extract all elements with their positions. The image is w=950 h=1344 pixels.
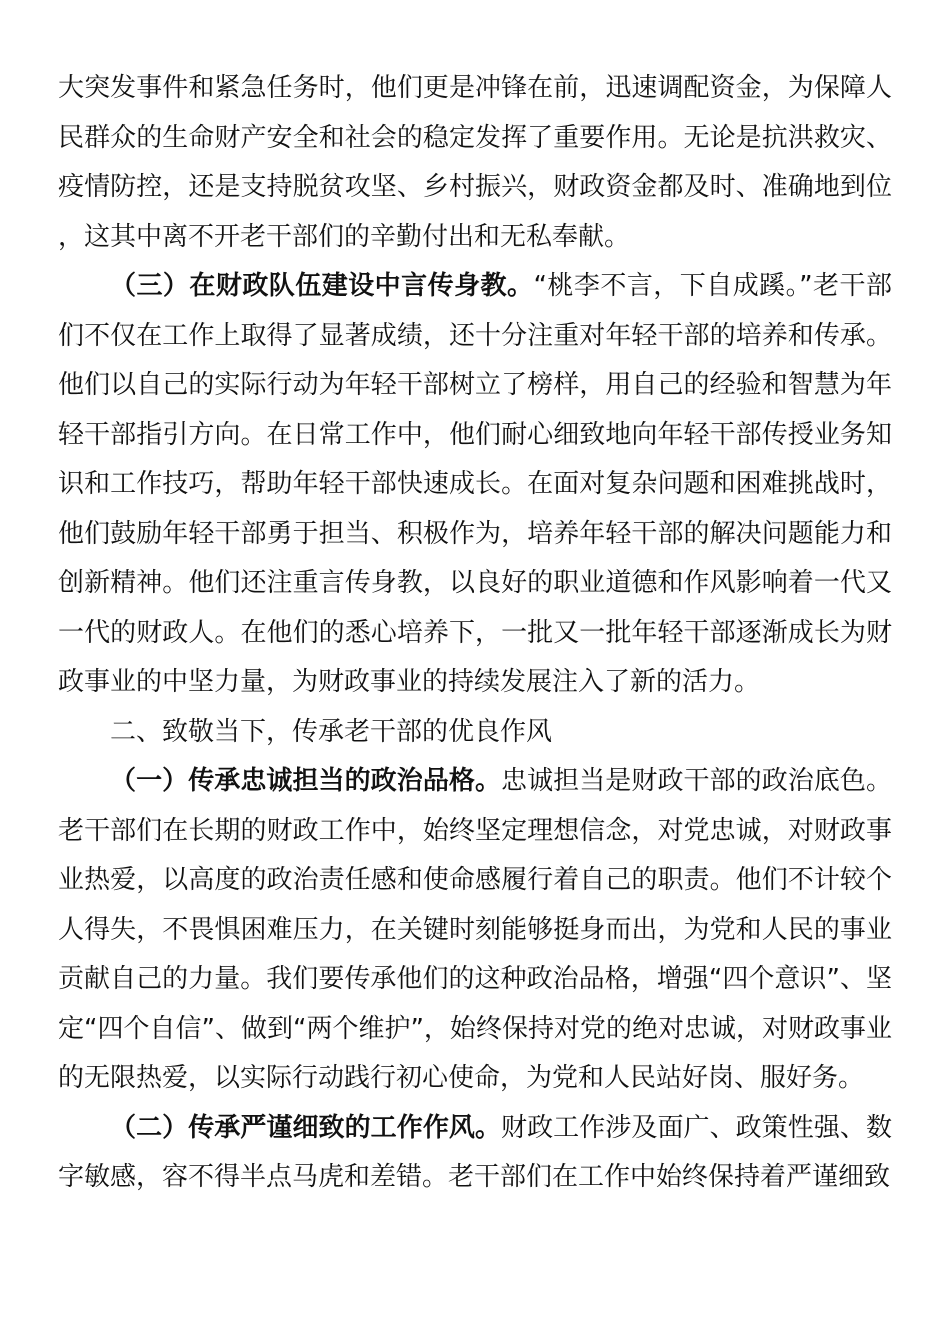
paragraph-text: 忠诚担当是财政干部的政治底色。老干部们在长期的财政工作中，始终坚定理想信念，对党忠诚，对财政事业热爱，以高度的政治责任感和使命感履行着自己的职责。他们不计较个人得失，不畏惧困难压力，在关键时刻能够挺身而出，为党和人民的事业贡献自己的力量。我们要传承他们的这种政治品格，增强“四个意识”、坚定“四个自信”、做到“两个维护”，始终保持对党的绝对忠诚，对财政事业的无限热爱，以实际行动践行初心使命，为党和人民站好岗、服好务。 bbox=[58, 766, 892, 1093]
section-heading-bold: （一）传承忠诚担当的政治品格。 bbox=[110, 766, 502, 796]
section-heading-bold: （二）传承严谨细致的工作作风。 bbox=[110, 1112, 502, 1143]
chapter-heading bbox=[58, 708, 892, 758]
paragraph-continued bbox=[58, 64, 892, 262]
paragraph-text: “桃李不言，下自成蹊。”老干部们不仅在工作上取得了显著成绩，还十分注重对年轻干部的培养和传承。他们以自己的实际行动为年轻干部树立了榜样，用自己的经验和智慧为年轻干部指引方向。在日常工作中，他们耐心细致地向年轻干部传授业务知识和工作技巧，帮助年轻干部快速成长。在面对复杂问题和困难挑战时，他们鼓励年轻干部勇于担当、积极作为，培养年轻干部的解决问题能力和创新精神。他们还注重言传身教，以良好的职业道德和作风影响着一代又一代的财政人。在他们的悉心培养下，一批又一批年轻干部逐渐成长为财政事业的中坚力量，为财政事业的持续发展注入了新的活力。 bbox=[58, 271, 892, 697]
chapter-heading-text: 二、致敬当下，传承老干部的优良作风 bbox=[110, 716, 553, 747]
paragraph-text: 财政工作涉及面广、政策性强、数字敏感，容不得半点马虎和差错。老干部们在工作中始终保持着严谨细致 bbox=[58, 1112, 892, 1192]
paragraph-section-three bbox=[58, 262, 892, 708]
paragraph-section-two bbox=[58, 1104, 892, 1203]
paragraph-section-one bbox=[58, 757, 892, 1104]
paragraph-text: 大突发事件和紧急任务时，他们更是冲锋在前，迅速调配资金，为保障人民群众的生命财产安全和社会的稳定发挥了重要作用。无论是抗洪救灾、疫情防控，还是支持脱贫攻坚、乡村振兴，财政资金都及时、准确地到位，这其中离不开老干部们的辛勤付出和无私奉献。 bbox=[58, 73, 892, 252]
section-heading-bold: （三）在财政队伍建设中言传身教。 bbox=[110, 271, 534, 301]
